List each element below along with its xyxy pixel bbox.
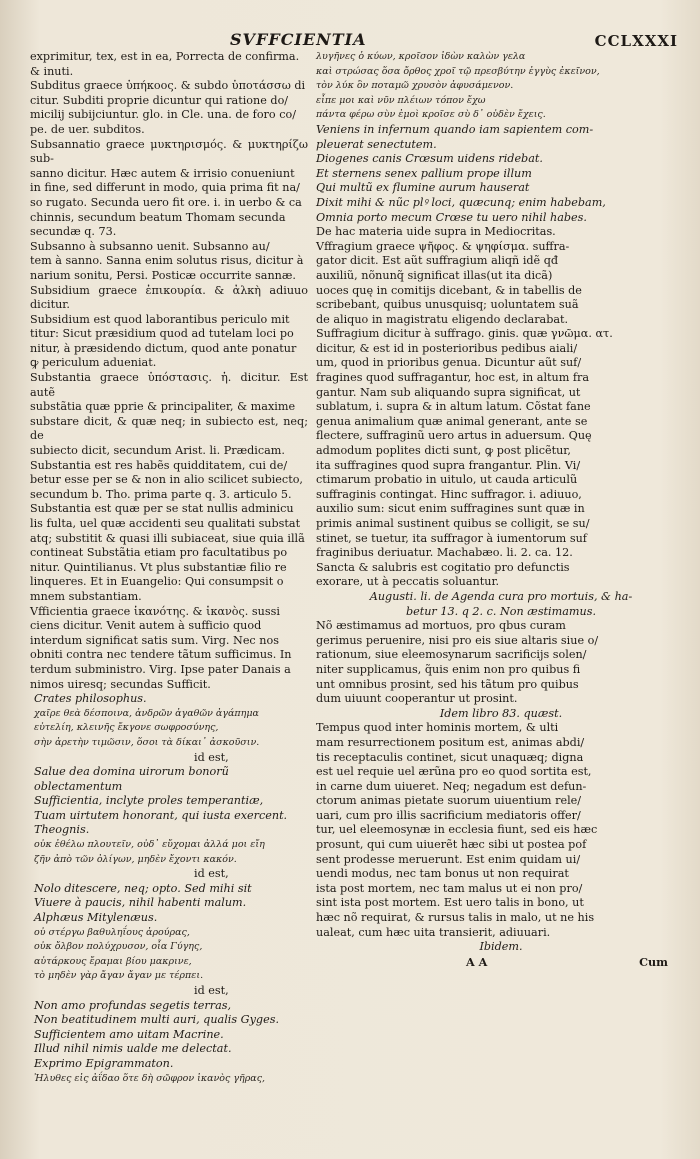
right-poem-line: Dixit mihi & nũc plꝰ loci, quæcunq; enim habebam, [316, 195, 606, 209]
right-text-line: hæc nõ requirat, & rursus talis in malo, ut ne his [316, 911, 595, 925]
right-text-line: fragines quod suffragantur, hoc est, in altum fra [316, 371, 590, 385]
left-text-line: nitur. Quintilianus. Vt plus substantiæ filio re [30, 560, 287, 574]
left-text-line: contineat Substãtia etiam pro facultatibus po [30, 546, 288, 560]
theognis-heading: Theognis. [34, 823, 90, 837]
theognis-latin-1: Nolo ditescere, neq; opto. Sed mihi sit [34, 881, 252, 895]
right-text-line: prosunt, qui cum uiuerẽt hæc sibi ut postea pof [316, 838, 587, 852]
left-text-line: & inuti. [30, 64, 74, 78]
epigram-greek: Ἠλυθες εἰς ἀΐδαο ὅτε δὴ σῶφρον ἱκανὸς γῆρας, [34, 1072, 266, 1084]
right-text-line: um, quod in prioribus genua. Dicuntur aũt suf/ [316, 356, 582, 370]
right-text-block-a [316, 225, 686, 590]
exprimo-heading: Exprimo Epigrammaton. [34, 1056, 174, 1070]
alphaeus-latin-3: Sufficientem amo uitam Macrine. [34, 1027, 224, 1041]
crates-section [34, 692, 308, 1086]
alphaeus-greek-3: αὐτάρκους ἔραμαι βίου μακρινε, [34, 955, 192, 967]
right-text-line: niter supplicamus, q̃uis enim non pro quibus fi [316, 662, 581, 676]
left-text-line: atq; substitit & quasi illi subiaceat, siue quia illã [30, 531, 305, 545]
left-text-line: Subsidium graece ἐπικουρία. & ἀλκὴ adiuuo dicitur. [30, 283, 308, 312]
page-footer [316, 955, 686, 971]
folio-number: CCLXXXI [594, 32, 678, 50]
right-text-line: dicitur, & est id in posterioribus pedibus aiali/ [316, 341, 578, 355]
right-text-line: est uel requie uel ærũna pro eo quod sortita est, [316, 765, 592, 779]
left-text-line: mnem substantiam. [30, 589, 142, 603]
right-text-line: fraginibus deriuatur. Machabæo. li. 2. ca. 12. [316, 546, 573, 560]
right-text-line: gantur. Nam sub aliquando supra significat, ut [316, 385, 581, 399]
right-text-line: primis animal sustinent quibus se colligit, se su/ [316, 517, 590, 530]
right-poem-line: Veniens in infernum quando iam sapientem com- [316, 122, 594, 136]
alphaeus-latin-1: Non amo profundas segetis terras, [34, 998, 232, 1012]
alphaeus-greek-1: οὐ στέργω βαθυληΐους ἀρούρας, [34, 926, 190, 938]
right-text-line: auxiliũ, nõnunq̃ significat illas(ut ita dicã) [316, 268, 553, 282]
augustine-citation-2: betur 13. q 2. c. Non æstimamus. [405, 604, 597, 618]
right-text-line: ctorum animas pietate suorum uiuentium rele/ [316, 794, 582, 808]
left-text-line: chinnis, secundum beatum Thomam secunda [30, 210, 286, 224]
left-text-line: tem à sanno. Sanna enim solutus risus, dicitur à [30, 254, 304, 268]
right-text-line: uari, cum pro illis sacrificium mediatoris offer/ [316, 808, 581, 822]
right-text-line: exorare, ut à peccatis soluantur. [316, 575, 500, 589]
right-text-line: tur, uel eleemosynæ in ecclesia fiunt, sed eis hæc [316, 823, 598, 837]
right-text-line: De hac materia uide supra in Mediocritas. [316, 225, 556, 239]
left-text-line: linqueres. Et in Euangelio: Qui consumpsit o [30, 575, 284, 589]
theognis-greek-2: ζῆν ἀπὸ τῶν ὀλίγων, μηδὲν ἔχοντι κακόν. [34, 853, 237, 865]
theognis-latin-2: Viuere à paucis, nihil habenti malum. [34, 896, 247, 910]
left-text-block [30, 50, 308, 692]
right-text-line: scribebant, quibus unusquisq; uoluntatem suã [316, 298, 579, 312]
right-text-line: dum uiuunt cooperantur ut prosint. [316, 692, 518, 706]
left-text-line: ꝙ periculum adueniat. [30, 356, 157, 370]
left-text-line: narium sonitu, Persi. Posticæ occurrite sannæ. [30, 268, 296, 282]
left-text-line: Subsannatio graece μυκτηρισμός. & μυκτηρίζω sub- [30, 137, 308, 166]
crates-greek-1: χαῖρε θεὰ δέσποινα, ἀνδρῶν ἀγαθῶν ἀγάπημα [34, 707, 259, 719]
right-text-line: unt omnibus prosint, sed his tãtum pro quibus [316, 677, 579, 691]
right-text-line: uoces quę in comitijs dicebant, & in tabellis de [316, 283, 582, 297]
left-text-line: pe. de uer. subditos. [30, 122, 145, 136]
right-text-line: de aliquo in magistratu eligendo declarabat. [316, 312, 569, 326]
right-text-line: auxilio sum: sicut enim suffragines sunt quæ in [316, 502, 585, 516]
right-text-line: Suffragium dicitur à suffrago. ginis. quæ γνῶμα. ατ. [316, 327, 613, 341]
right-greek-line: λυγῆνες ὁ κύων, κροῖσον ἰδὼν καλὼν γελα [316, 51, 526, 62]
left-text-line: Subsanno à subsanno uenit. Subsanno au/ [30, 239, 270, 253]
right-text-line: Tempus quod inter hominis mortem, & ulti [316, 721, 559, 735]
right-text-line: stinet, se tuetur, ita suffragor à iumentorum suf [316, 531, 587, 545]
right-text-line: gerimus peruenire, nisi pro eis siue altaris siue o/ [316, 633, 599, 647]
right-poem-line: Qui multũ ex flumine aurum hauserat [316, 181, 530, 195]
right-text-line: flectere, suffraginũ uero artus in aduersum. Quę [316, 429, 592, 443]
idest-1: id est, [194, 750, 229, 764]
ibidem-citation: Ibidem. [479, 940, 523, 954]
left-text-line: Substantia est res habẽs quidditatem, cui de/ [30, 458, 288, 472]
right-text-line: sent prodesse meruerunt. Est enim quidam ui/ [316, 852, 581, 866]
right-greek-block [316, 50, 686, 123]
right-poem-line: Et sternens senex pallium prope illum [316, 166, 532, 180]
left-text-line: interdum significat satis sum. Virg. Nec nos [30, 633, 279, 647]
right-text-line: ctimarum probatio in uitulo, ut cauda articulũ [316, 473, 578, 487]
left-text-line: nitur, à præsidendo dictum, quod ante ponatur [30, 341, 297, 355]
left-text-line: Subsidium est quod laborantibus periculo mit [30, 312, 290, 326]
right-text-line: Sancta & salubris est cogitatio pro defunctis [316, 560, 570, 574]
catchword: Cum [639, 954, 668, 969]
crates-latin-1: Salue dea domina uirorum bonorũ oblectamentum [34, 765, 229, 793]
left-text-line: in fine, sed differunt in modo, quia prima fit na/ [30, 181, 300, 195]
left-column [30, 50, 308, 1086]
left-text-line: exprimitur, tex, est in ea, Porrecta de confirma. [30, 50, 300, 63]
right-text-line: ista post mortem, nec tam malus ut ei non pro/ [316, 881, 583, 895]
theognis-greek-1: οὐκ ἐθέλω πλουτεῖν, οὐδ᾽ εὔχομαι ἀλλά μοι εἴη [34, 839, 265, 851]
right-greek-line: πάντα φέρω σὺν ἐμοὶ κροῖσε σὺ δ᾽ οὐδὲν ἔχεις. [316, 109, 546, 121]
right-text-line: sint ista post mortem. Est uero talis in bono, ut [316, 896, 584, 910]
crates-latin-3: Tuam uirtutem honorant, qui iusta exercent. [34, 808, 288, 822]
right-greek-line: τὸν λύκ ὃν ποταμῶ χρυσὸν ἀφυσάμενον. [316, 80, 514, 92]
crates-latin-2: Sufficientia, inclyte proles temperantiæ, [34, 794, 264, 808]
left-text-line: secundum b. Tho. prima parte q. 3. articulo 5. [30, 487, 292, 501]
idest-3: id est, [194, 984, 229, 997]
alphaeus-latin-4: Illud nihil nimis ualde me delectat. [34, 1042, 232, 1056]
left-text-line: substãtia quæ pprie & principaliter, & maxime [30, 400, 296, 414]
left-text-line: ciens dicitur. Venit autem à sufficio quod [30, 619, 262, 633]
alphaeus-heading: Alphæus Mitylenæus. [34, 911, 158, 925]
left-text-line: Vfficientia graece ἱκανότης. & ἱκανὸς. sussi [30, 604, 280, 618]
left-text-line: lis fulta, uel quæ accidenti seu qualitati substat [30, 517, 301, 530]
right-column [316, 50, 686, 971]
left-text-line: nimos uiresq; secundas Sufficit. [30, 677, 211, 691]
left-text-line: subiecto dicit, secundum Arist. li. Prædicam. [30, 444, 285, 458]
right-text-line: ualeat, cum hæc uita transierit, adiuuari. [316, 925, 551, 939]
right-text-line: in carne dum uiueret. Neq; negadum est defun- [316, 779, 587, 793]
crates-heading: Crates philosophus. [34, 692, 147, 706]
running-head: SVFFCIENTIA [230, 30, 367, 49]
right-poem-line: Diogenes canis Crœsum uidens ridebat. [316, 152, 543, 166]
right-poem-block [316, 123, 686, 225]
left-text-line: betur esse per se & non in alio scilicet subiecto, [30, 473, 303, 487]
left-text-line: titur: Sicut præsidium quod ad tutelam loci po [30, 327, 294, 341]
left-text-line: Substantia est quæ per se stat nullis adminicu [30, 502, 294, 516]
alphaeus-greek-2: οὐκ ὄλβον πολύχρυσον, οἷα Γύγης, [34, 941, 203, 953]
right-greek-line: εἶπε μοι καὶ νῦν πλέιων τόπον ἔχω [316, 94, 486, 106]
right-text-line: genua animalium quæ animal generant, ante se [316, 414, 588, 428]
right-text-line: uendi modus, nec tam bonus ut non requirat [316, 867, 569, 881]
right-text-line: suffraginis contingat. Hinc suffragor. i. adiuuo, [316, 487, 582, 501]
idem-citation: Idem libro 83. quæst. [439, 706, 563, 720]
alphaeus-latin-2: Non beatitudinem multi auri, qualis Gyges. [34, 1013, 280, 1027]
right-text-line: rationum, siue eleemosynarum sacrificijs solen/ [316, 648, 587, 662]
right-text-line: admodum poplites dicti sunt, ꝙ post plicẽtur, [316, 444, 571, 458]
right-greek-line: καὶ στρώσας ὅσα ὄρθος χροῖ τῷ πρεσβύτην ἐγγὺς ἐκεῖνον, [316, 65, 600, 77]
right-poem-line: Omnia porto mecum Crœse tu uero nihil habes. [316, 210, 587, 224]
idest-2: id est, [194, 867, 229, 881]
augustine-citation: Augusti. li. de Agenda cura pro mortuis, & ha- [369, 589, 633, 603]
right-text-block-c [316, 721, 686, 940]
right-text-line: ita suffragines quod supra frangantur. Plin. Vi/ [316, 458, 581, 472]
right-text-line: mam resurrectionem positum est, animas abdi/ [316, 735, 585, 749]
left-text-line: secundæ q. 73. [30, 225, 117, 239]
right-text-block-b [316, 619, 686, 707]
left-text-line: citur. Subditi proprie dicuntur qui ratione do/ [30, 93, 289, 107]
alphaeus-greek-4: τὸ μηδὲν γὰρ ἄγαν ἄγαν με τέρπει. [34, 970, 204, 982]
signature-mark: A A [466, 954, 488, 969]
right-text-line: Vffragium graece ψῆφος. & ψηφίσμα. suffra- [316, 239, 570, 253]
left-text-line: so rugato. Secunda uero fit ore. i. in uerbo & ca [30, 195, 302, 209]
crates-greek-2: εὐτελίη, κλεινῆς ἔκγονε σωφροσύνης, [34, 722, 219, 734]
right-text-line: Nõ æstimamus ad mortuos, pro qbus curam [316, 619, 566, 633]
right-text-line: sublatum, i. supra & in altum latum. Cõstat fane [316, 400, 591, 414]
left-text-line: sanno dicitur. Hæc autem & irrisio conueniunt [30, 166, 295, 180]
left-text-line: Subditus graece ὑπήκοος. & subdo ὑποτάσσω di [30, 79, 306, 93]
right-text-line: gator dicit. Est aũt suffragium aliqñ idẽ qđ [316, 254, 559, 268]
right-text-line: tis receptaculis continet, sicut unaquæq; digna [316, 750, 584, 764]
right-poem-line: pleuerat senectutem. [316, 137, 437, 151]
left-text-line: obniti contra nec tendere tãtum sufficimus. In [30, 648, 292, 662]
left-text-line: substare dicit, & quæ neq; in subiecto est, neq; de [30, 414, 308, 443]
crates-greek-3: σὴν ἀρετὴν τιμῶσιν, ὅσοι τὰ δίκαι᾽ ἀσκοῦσιν. [34, 736, 260, 748]
left-text-line: micilij subijciuntur. glo. in Cle. una. de foro co/ [30, 108, 296, 122]
left-text-line: terdum subministro. Virg. Ipse pater Danais a [30, 662, 291, 676]
left-text-line: Substantia graece ὑπόστασις. ἡ. dicitur. Est autẽ [30, 371, 308, 399]
